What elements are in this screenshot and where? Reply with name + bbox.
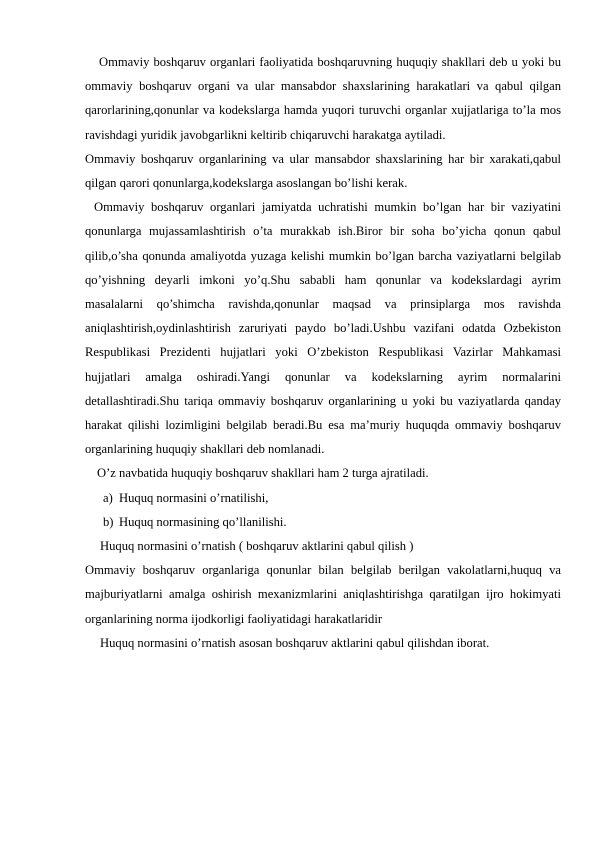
list-item-text: Huquq normasini o’rnatilishi, bbox=[119, 490, 269, 505]
list-item-text: Huquq normasining qo’llanilishi. bbox=[119, 514, 287, 529]
paragraph-definition: Ommaviy boshqaruv organlari faoliyatida boshqaruvning huquqiy shakllari deb u yoki bu ommaviy boshqaruv organi va ular mansabdor shaxslarining harakatlari va qabul qilgan qarorlarining,qonunlar va kodekslarga hamda yuqori turuvchi organlar xujjatlariga to’la mos ravishdagi yuridik javobgarlikni keltirib chiqaruvchi harakatga aytiladi. bbox=[85, 55, 561, 142]
paragraph-explanation: Ommaviy boshqaruv organlari jamiyatda uchratishi mumkin bo’lgan har bir vaziyatini qonunlarga mujassamlashtirish o’ta murakkab ish.Biror bir soha bo’yicha qonun qabul qilib,o’sha qonunda amaliyotda yuzaga kelishi mumkin bo’lgan barcha vaziyatlarni belgilab qo’yishning deyarli imkoni yo’q.Shu sababli ham qonunlar va kodekslardagi ayrim masalalarni qo’shimcha ravishda,qonunlar maqsad va prinsiplarga mos ravishda aniqlashtirish,oydinlashtirish zaruriyati paydo bo’ladi.Ushbu vazifani odatda Ozbekiston Respublikasi Prezidenti hujjatlari yoki O’zbekiston Respublikasi Vazirlar Mahkamasi hujjatlari amalga oshiradi.Yangi qonunlar va kodekslarning ayrim normalarini detallashtiradi.Shu tariqa ommaviy boshqaruv organlarining u yoki bu vaziyatlarda qanday harakat qilishi lozimligini belgilab beradi.Bu esa ma’muriy huquqda ommaviy boshqaruv organlarining huquqiy shakllari deb nomlanadi. bbox=[85, 200, 561, 457]
paragraph-types-intro: O’z navbatida huquqiy boshqaruv shakllari ham 2 turga ajratiladi. bbox=[97, 466, 429, 481]
paragraph-norm-definition: Ommaviy boshqaruv organlariga qonunlar bilan belgilab berilgan vakolatlarni,huquq va majburiyatlarni amalga oshirish mexanizmlarini aniqlashtirishga qaratilgan ijro hokimyati organlarining norma ijodkorligi faoliyatidagi harakatlaridir bbox=[85, 563, 561, 626]
document-page bbox=[85, 50, 561, 655]
paragraph-requirement: Ommaviy boshqaruv organlarining va ular mansabdor shaxslarining har bir xarakati,qabul qilgan qarori qonunlarga,kodekslarga asoslangan bo’lishi kerak. bbox=[85, 151, 561, 191]
list-marker: b) bbox=[103, 514, 114, 529]
paragraph-subheading: Huquq normasini o’rnatish ( boshqaruv aktlarini qabul qilish ) bbox=[100, 539, 414, 554]
types-list bbox=[85, 486, 561, 534]
paragraph-conclusion: Huquq normasini o’rnatish asosan boshqaruv aktlarini qabul qilishdan iborat. bbox=[100, 635, 490, 650]
list-item bbox=[85, 510, 561, 534]
list-item bbox=[85, 486, 561, 510]
list-marker: a) bbox=[103, 490, 113, 505]
